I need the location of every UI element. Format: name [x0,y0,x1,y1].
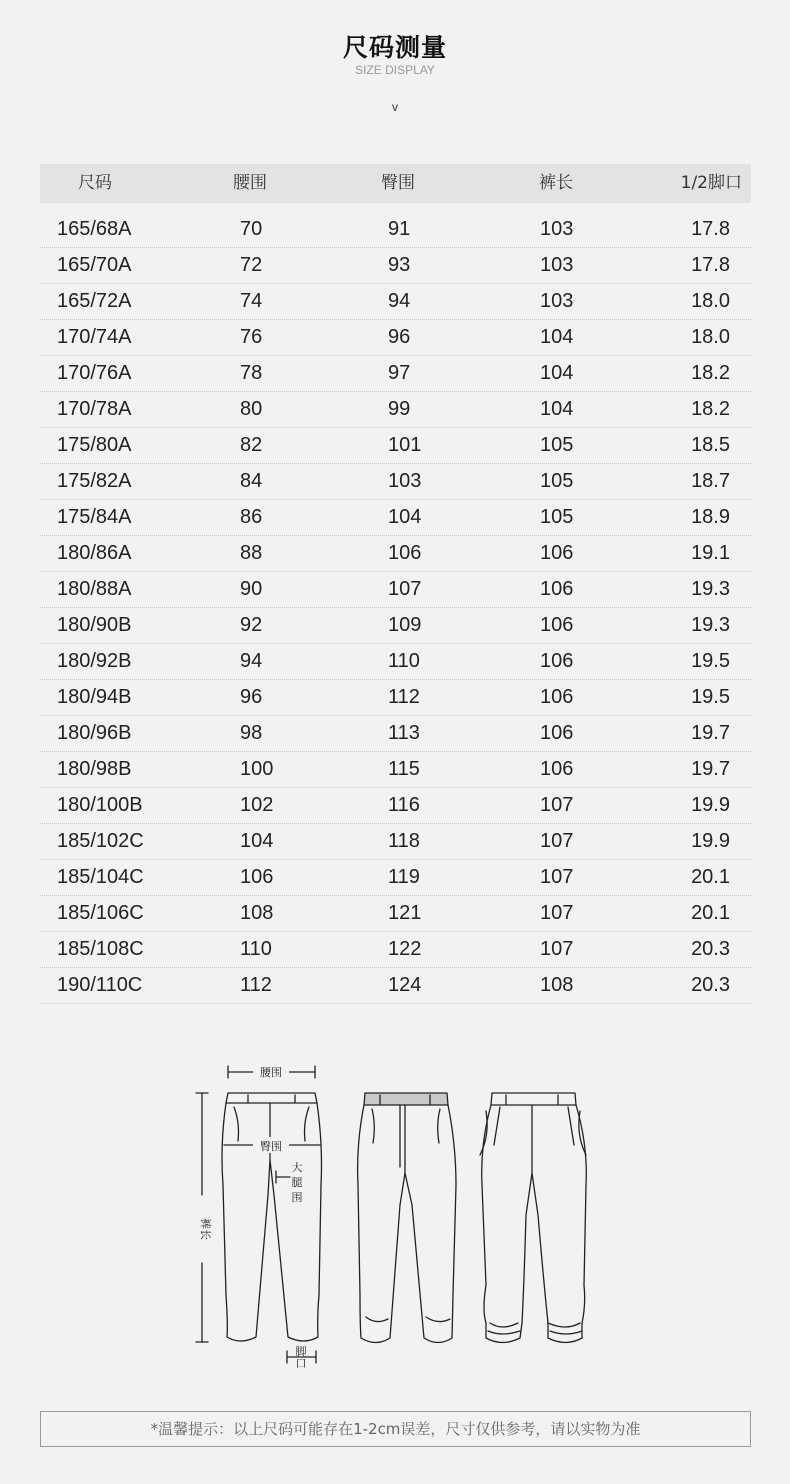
table-row [40,680,751,716]
size-cell: 185/106C [57,902,144,924]
size-cell: 180/90B [57,614,132,636]
table-row [40,752,751,788]
size-cell: 180/92B [57,650,132,672]
length-cell: 108 [540,974,574,996]
table-row [40,464,751,500]
table-row [40,716,751,752]
hip-cell: 112 [388,686,420,708]
hem-cell: 19.3 [691,578,730,600]
hem-cell: 18.2 [691,398,730,420]
hip-cell: 94 [388,290,411,312]
waist-cell: 104 [240,830,274,852]
length-cell: 106 [540,542,574,564]
waist-cell: 70 [240,218,263,240]
column-header-size: 尺码 [78,173,112,193]
table-row [40,356,751,392]
table-row [40,644,751,680]
svg-text:大: 大 [291,1161,303,1174]
svg-text:裤长: 裤长 [199,1218,212,1240]
waist-cell: 102 [240,794,274,816]
length-cell: 104 [540,398,574,420]
hip-cell: 106 [388,542,422,564]
length-cell: 106 [540,614,574,636]
table-row [40,824,751,860]
hip-cell: 104 [388,506,422,528]
hip-cell: 113 [388,722,420,744]
hip-cell: 96 [388,326,411,348]
hip-cell: 118 [388,830,420,852]
hip-cell: 91 [388,218,411,240]
hip-cell: 93 [388,254,411,276]
waist-cell: 88 [240,542,263,564]
waist-cell: 96 [240,686,263,708]
hem-cell: 19.1 [691,542,730,564]
hem-cell: 18.2 [691,362,730,384]
hip-cell: 122 [388,938,422,960]
hem-cell: 20.3 [691,938,730,960]
size-cell: 175/80A [57,434,132,456]
length-cell: 107 [540,938,574,960]
waist-cell: 98 [240,722,263,744]
hem-cell: 19.9 [691,794,730,816]
hem-cell: 19.3 [691,614,730,636]
table-body [40,212,751,1004]
hip-label: 臀围 [260,1140,282,1153]
hip-cell: 99 [388,398,411,420]
hem-cell: 18.7 [691,470,730,492]
length-cell: 106 [540,722,574,744]
length-cell: 103 [540,218,574,240]
hem-cell: 20.1 [691,902,730,924]
length-cell: 107 [540,866,574,888]
svg-text:脚: 脚 [295,1345,307,1358]
hem-cell: 20.3 [691,974,730,996]
length-cell: 103 [540,254,574,276]
hip-cell: 121 [388,902,422,924]
hip-cell: 107 [388,578,422,600]
table-row [40,320,751,356]
length-cell: 104 [540,362,574,384]
hem-cell: 18.5 [691,434,730,456]
size-cell: 180/98B [57,758,132,780]
pants-illustration [190,1055,610,1385]
hem-cell: 18.0 [691,290,730,312]
column-header-hip: 臀围 [381,173,415,193]
size-cell: 185/102C [57,830,144,852]
size-cell: 165/72A [57,290,132,312]
pants-diagram [190,1055,610,1385]
svg-text:口: 口 [295,1357,307,1370]
waist-label: 腰围 [260,1066,282,1079]
size-cell: 180/96B [57,722,132,744]
length-cell: 104 [540,326,574,348]
waist-cell: 86 [240,506,263,528]
waist-cell: 110 [240,938,272,960]
table-row [40,860,751,896]
length-cell: 106 [540,758,574,780]
waist-cell: 84 [240,470,263,492]
size-cell: 180/88A [57,578,132,600]
hem-cell: 19.9 [691,830,730,852]
table-row [40,896,751,932]
length-cell: 107 [540,830,574,852]
waist-cell: 90 [240,578,263,600]
hem-cell: 19.7 [691,722,730,744]
size-cell: 190/110C [57,974,143,996]
hip-cell: 116 [388,794,420,816]
waist-cell: 106 [240,866,274,888]
svg-text:腿: 腿 [291,1176,303,1189]
column-header-hem: 1/2脚口 [680,173,742,193]
table-header [40,164,751,203]
length-cell: 106 [540,686,574,708]
hem-cell: 18.9 [691,506,730,528]
hip-cell: 97 [388,362,411,384]
table-row [40,608,751,644]
length-cell: 106 [540,650,574,672]
size-cell: 180/100B [57,794,143,816]
waist-cell: 78 [240,362,263,384]
size-cell: 175/84A [57,506,132,528]
hem-cell: 17.8 [691,218,730,240]
page-subtitle: SIZE DISPLAY [355,63,435,77]
length-cell: 106 [540,578,574,600]
length-cell: 105 [540,434,574,456]
table-row [40,788,751,824]
length-cell: 103 [540,290,574,312]
size-cell: 170/76A [57,362,132,384]
size-cell: 180/86A [57,542,132,564]
table-row [40,536,751,572]
hem-cell: 20.1 [691,866,730,888]
hip-cell: 115 [388,758,420,780]
size-cell: 185/108C [57,938,144,960]
size-cell: 165/70A [57,254,132,276]
waist-cell: 72 [240,254,263,276]
hem-cell: 18.0 [691,326,730,348]
size-cell: 165/68A [57,218,132,240]
hip-cell: 124 [388,974,422,996]
size-cell: 175/82A [57,470,132,492]
hem-cell: 17.8 [691,254,730,276]
hip-cell: 101 [388,434,422,456]
hem-cell: 19.7 [691,758,730,780]
size-cell: 170/78A [57,398,132,420]
column-header-length: 裤长 [539,173,573,193]
page-title: 尺码测量 [342,33,447,62]
hem-cell: 19.5 [691,650,730,672]
waist-cell: 74 [240,290,263,312]
table-row [40,932,751,968]
waist-cell: 94 [240,650,263,672]
size-cell: 170/74A [57,326,132,348]
notice-box: *温馨提示：以上尺码可能存在1-2cm误差，尺寸仅供参考，请以实物为准 [40,1411,751,1447]
length-cell: 107 [540,794,574,816]
waist-cell: 82 [240,434,263,456]
waist-cell: 92 [240,614,263,636]
size-cell: 185/104C [57,866,144,888]
thigh-label [281,1160,314,1204]
table-row [40,572,751,608]
waist-cell: 80 [240,398,263,420]
table-row [40,212,751,248]
hip-cell: 109 [388,614,422,636]
column-header-waist: 腰围 [233,173,267,193]
hip-cell: 119 [388,866,420,888]
length-cell: 107 [540,902,574,924]
waist-cell: 76 [240,326,263,348]
waist-cell: 108 [240,902,274,924]
table-row [40,248,751,284]
table-row [40,968,751,1004]
hem-cell: 19.5 [691,686,730,708]
table-row [40,428,751,464]
waist-cell: 100 [240,758,274,780]
svg-text:围: 围 [291,1191,303,1204]
table-row [40,284,751,320]
waist-cell: 112 [240,974,272,996]
hip-cell: 110 [388,650,420,672]
size-cell: 180/94B [57,686,132,708]
hip-cell: 103 [388,470,422,492]
size-table [40,164,751,1004]
hem-label [290,1344,312,1370]
length-cell: 105 [540,506,574,528]
chevron-down-icon: v [392,100,398,114]
table-row [40,392,751,428]
length-label [199,1218,213,1240]
table-row [40,500,751,536]
length-cell: 105 [540,470,574,492]
